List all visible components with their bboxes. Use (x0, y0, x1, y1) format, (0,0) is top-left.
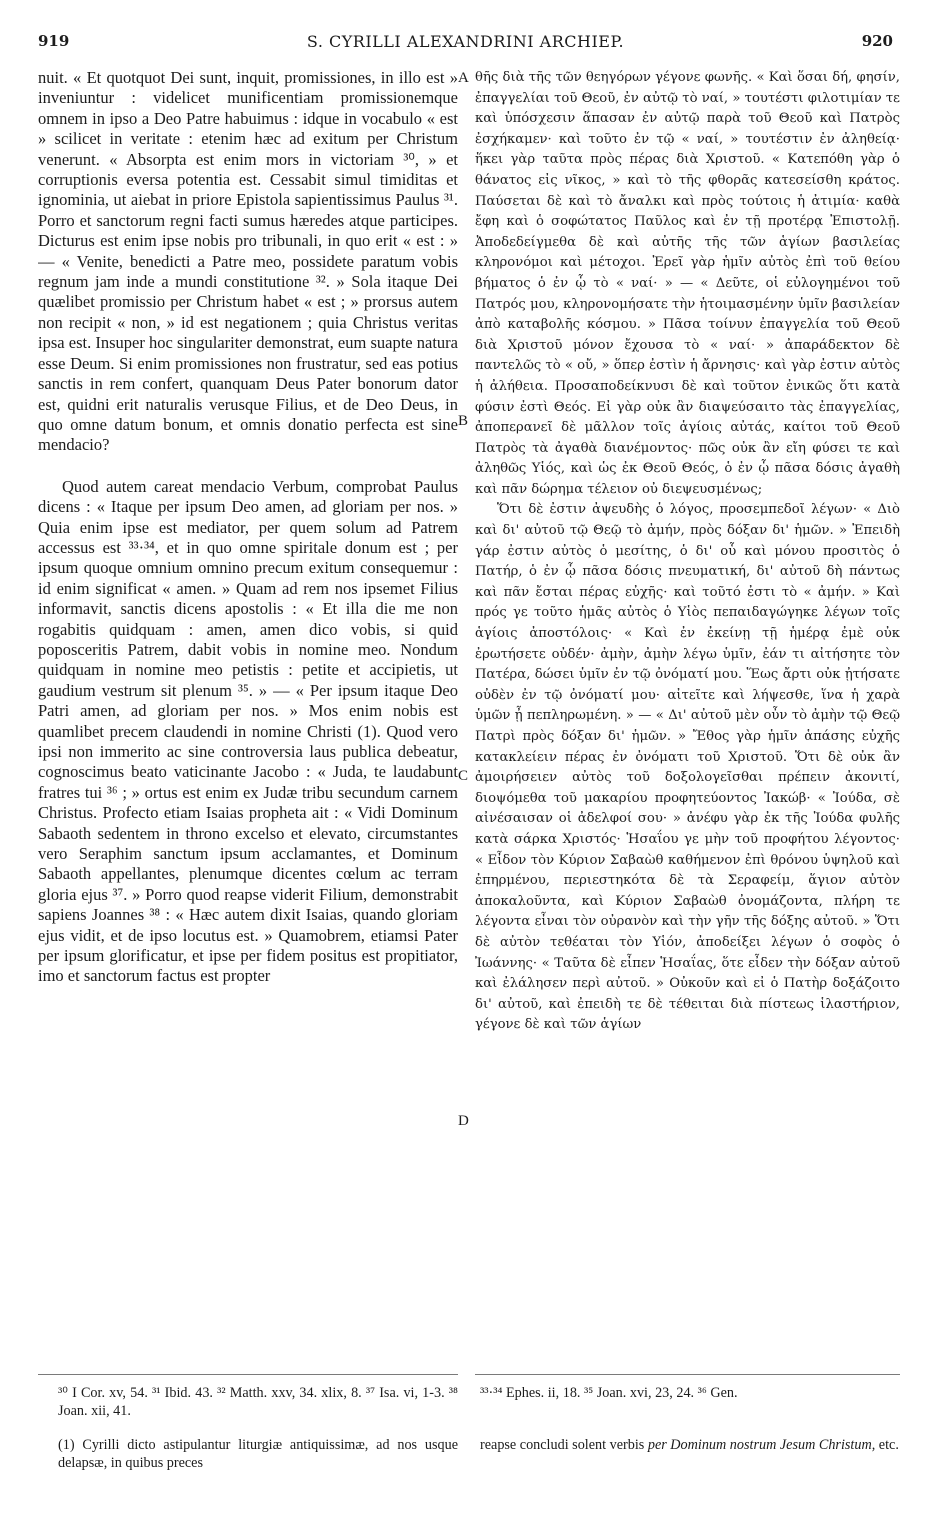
running-title: S. CYRILLI ALEXANDRINI ARCHIEP. (306, 32, 625, 51)
margin-marker-b: B (458, 413, 469, 429)
greek-column (475, 68, 900, 1368)
footnote-rule-right (475, 1374, 900, 1375)
footnote-rule-left (38, 1374, 458, 1375)
margin-marker-d: D (458, 1113, 469, 1129)
latin-paragraph-1: nuit. « Et quotquot Dei sunt, inquit, promissiones, in illo est » inveniuntur : videlicet munificentiam promissionemque omnem in ipso a Deo Patre habuimus : idque in vocabulo « est » scilicet in veritate : etenim hæc ad exitum per Christum venerunt. « Absorpta est enim mors in victoriam ³⁰, » et corruptionis eversa potentia est. Cessabit simul timiditas et ignominia, ut aiebat in priore Epistola sapientissimus Paulus ³¹. Porro et sanctorum regni facti sumus hæredes atque participes. Dicturus est enim ipse nobis pro tribunali, in quo erit « est : » — « Venite, benedicti a Patre meo, possidete paratum vobis regnum jam inde a mundi constitutione ³². » Sola itaque Dei quælibet promissio per Christum habet « est ; » prorsus autem non recipit « non, » id est negationem ; quia Christus veritas ipsa est. Insuper hoc singulariter demonstrat, eum suapte natura esse Deum. Si enim promissiones non frustratur, sed eas potius sanctis in rem confert, quanquam Deus Pater bonorum dator est, quidni erit naturalis verusque Filius, et de Deo Deus, in quo omne datum bonum, et omnis donatio perfecta est sine mendacio? (38, 68, 458, 455)
footnote-note-right-italic: per Dominum nostrum Jesum Christum, (647, 1437, 876, 1453)
greek-paragraph-2: Ὅτι δὲ ἐστιν ἀψευδὴς ὁ λόγος, προσεμπεδοῖ λέγων· « Διὸ καὶ δι' αὐτοῦ τῷ Θεῷ τὸ ἀμήν, πρὸς δόξαν δι' ἡμῶν. » Ἐπειδὴ γάρ ἐστιν αὐτὸς ὁ μεσίτης, ὁ δι' οὗ καὶ μόνου προσιτὸς ὁ Πατήρ, ὁ ἐν ᾧ πᾶσα δόσις πνευματική, δι' αὐτοῦ δὴ πάντως καὶ πᾶν ἔσται πέρας εὐχῆς· καὶ τοῦτό ἐστι τὸ « ἀμήν. » Καὶ πρός γε τοῦτο ἡμᾶς αὐτὸς ὁ Υἱὸς πεπαιδαγώγηκε λέγων τοῖς ἁγίοις ἀποστόλοις· « Καὶ ἐν ἐκείνῃ τῇ ἡμέρᾳ ἐμὲ οὐκ ἐρωτήσετε οὐδέν· ἀμὴν, ἀμὴν λέγω ὑμῖν, ἐάν τι αἰτήσητε τὸν Πατέρα, δώσει ὑμῖν ἐν τῷ ὀνόματί μου. Ἕως ἄρτι οὐκ ᾐτήσατε οὐδὲν ἐν τῷ ὀνόματί μου· αἰτεῖτε καὶ λήψεσθε, ἵνα ἡ χαρὰ ὑμῶν ᾖ πεπληρωμένη. » — « Δι' αὐτοῦ μὲν οὖν τὸ ἀμὴν τῷ Θεῷ Πατρὶ πρὸς δόξαν δι' ἡμῶν. » Ἔθος γὰρ ἡμῖν ἁπάσης εὐχῆς κατακλείειν πέρας ἐν ὀνόματι τοῦ Χριστοῦ. Ὅτι δὲ οὐκ ἂν ἀμοιρήσειεν αὐτὸς τοῦ δοξολογεῖσθαι πρέπειν ἀκονιτί, διοψόμεθα τοῦ μακαρίου προφητεύοντος Ἰακώβ· « Ἰούδα, σὲ αἰνέσαισαν οἱ ἀδελφοί σου· » ἀνέφυ γὰρ ἐκ τῆς Ἰούδα φυλῆς κατὰ σάρκα Χριστός· Ἡσαΐου γε μὴν τοῦ προφήτου λέγοντος· « Εἶδον τὸν Κύριον Σαβαὼθ καθήμενον ἐπὶ θρόνου ὑψηλοῦ καὶ ἐπηρμένου, περιεστηκότα δὲ τὰ Σεραφείμ, ἅγιον αὐτὸν ἀποκαλοῦντα, καὶ Κύριον Σαβαὼθ ὀνομάζοντα, πλήρη τε λέγοντα εἶναι τὸν οὐρανὸν καὶ τὴν γῆν τῆς δόξης αὐτοῦ. » Ὅτι δὲ αὐτὸν τεθέαται τὸν Υἱόν, ἀποδείξει λέγων ὁ σοφὸς ὁ Ἰωάννης· « Ταῦτα δὲ εἶπεν Ἡσαΐας, ὅτε εἶδεν τὴν δόξαν αὐτοῦ καὶ ἐλάλησεν περὶ αὐτοῦ. » Οὐκοῦν καὶ εἰ ὁ Πατὴρ δοξάζοιτο δι' αὐτοῦ, καὶ ἐπειδὴ τε δὲ τέθειται διὰ πίστεως ἱλαστήριον, γέγονε δὲ καὶ τῶν ἁγίων (475, 502, 900, 1033)
footnote-refs-left: ³⁰ I Cor. xv, 54. ³¹ Ibid. 43. ³² Matth. xxv, 34. xlix, 8. ³⁷ Isa. vi, 1-3. ³⁸ Joan. xii, 41. (58, 1385, 458, 1419)
latin-paragraph-2: Quod autem careat mendacio Verbum, comprobat Paulus dicens : « Itaque per ipsum Deo amen, ad gloriam per nos. » Quia enim ipse est mediator, per quem solum ad Patrem accessus est ³³·³⁴, et in quo omne spiritale donum est ; per ipsum quoque omnium omnino precum exitum consequemur : id enim significat « amen. » Quam ad rem nos ipsemet Filius informavit, sanctis dicens apostolis : « Et illa die me non rogabitis quidquam : amen, amen dico vobis, si quid poposceritis Patrem, dabit vobis in nomine meo. Nondum quidquam in nomine meo petistis : petite et accipietis, ut gaudium vestrum sit plenum ³⁵. » — « Per ipsum itaque Deo Patri amen, ad gloriam per nos. » Mos enim nobis est quamlibet precem claudendi in nomine Christi (1). Quod vero ipsi non immerito ac sine controversia laus publica debeatur, cognoscimus beato vaticinante Jacobo : « Juda, te laudabunt fratres tui ³⁶ ; » ortus est enim ex Judæ tribu secundum carnem Christus. Profecto etiam Isaias propheta ait : « Vidi Dominum Sabaoth sedentem in throno excelso et elevato, circumstantes vero Seraphim sanctum ipsum acclamantes, et Dominum Sabaoth appellantes, plenumque dicentes cœlum ac terram gloria ejus ³⁷. » Porro quod reapse viderit Filium, demonstrabit sapiens Joannes ³⁸ : « Hæc autem dixit Isaias, quando gloriam ejus vidit, et de ipso locutus est. » Quamobrem, etiamsi Pater per ipsum glorificatur, et ipse per fidem positus est propitiator, imo et sanctorum factus est propter (38, 476, 458, 986)
latin-column (38, 68, 458, 1358)
page-number-right: 920 (861, 32, 893, 50)
footnote-refs-right: ³³·³⁴ Ephes. ii, 18. ³⁵ Joan. xvi, 23, 24. ³⁶ Gen. (480, 1385, 738, 1401)
greek-paragraph-1: θῆς διὰ τῆς τῶν θεηγόρων γέγονε φωνῆς. « Καὶ ὅσαι δή, φησίν, ἐπαγγελίαι τοῦ Θεοῦ, ἐν αὐτῷ τὸ ναί, » τουτέστι φιλοτιμίαν τε καὶ ὑπόσχεσιν ἅπασαν ἐν αὐτῷ παρὰ τοῦ Θεοῦ καὶ Πατρὸς ἐσχήκαμεν· καὶ τοῦτο ἐν τῷ « ναί, » τουτέστιν ἐν ἀληθείᾳ· ἥκει γὰρ ταῦτα πρὸς πέρας διὰ Χριστοῦ. « Κατεπόθη γὰρ ὁ θάνατος εἰς νῖκος, » καὶ τὸ τῆς φθορᾶς κατεσείσθη κράτος. Παύσεται δὲ καὶ τὸ ἄναλκι καὶ πρὸς τούτοις ἡ ἀτιμία· καθὰ ἔφη καὶ ὁ σοφώτατος Παῦλος καὶ ἐν τῇ προτέρᾳ Ἐπιστολῇ. Ἀποδεδείγμεθα δὲ καὶ αὐτῆς τῆς τῶν ἁγίων βασιλείας κληρονόμοι καὶ μέτοχοι. Ἐρεῖ γὰρ ἡμῖν αὐτὸς ἐπὶ τοῦ θείου βήματος ὁ ἐν ᾧ τὸ « ναί· » — « Δεῦτε, οἱ εὐλογημένοι τοῦ Πατρός μου, κληρονομήσατε τὴν ἡτοιμασμένην ὑμῖν βασιλείαν ἀπὸ καταβολῆς κόσμου. » Πᾶσα τοίνυν ἐπαγγελία τοῦ Θεοῦ διὰ Χριστοῦ μόνον ἔχουσα τὸ « ναί· » ἀπαράδεκτον δὲ παντελῶς τὸ « οὔ, » ὅπερ ἐστὶν ἡ ἄρνησις· καὶ γὰρ ἐστιν αὐτὸς ἡ ἀλήθεια. Προσαποδείκνυσι δὲ καὶ τοῦτον ἐνικῶς ὅτι κατὰ φύσιν ἐστὶ Θεός. Εἰ γὰρ οὐκ ἂν διαψεύσαιτο τὰς ἐπαγγελίας, ἀποπερανεῖ δὲ μᾶλλον τοῖς ἁγίοις αὐτάς, καίτοι τοῦ Θεοῦ Πατρὸς τὰ ἀγαθὰ διανέμοντος· πῶς οὐκ ἂν εἴη φύσει τε καὶ ἀληθῶς Υἱός, καὶ ὡς ἐκ Θεοῦ Θεός, ὁ ἐν ᾧ πᾶσα δόσις ἀγαθὴ καὶ πᾶν δώρημα τέλειον οὐ διεψευσμένως; (475, 70, 900, 497)
footnote-note-right-end: etc. (878, 1437, 899, 1453)
footnote-note-right-text: reapse concludi solent verbis (480, 1437, 645, 1453)
margin-marker-a: A (458, 70, 469, 86)
page-header (38, 30, 893, 60)
footnote-note-left: (1) Cyrilli dicto astipulantur liturgiæ antiquissimæ, ad nos usque delapsæ, in quibus preces (58, 1437, 458, 1471)
page-number-left: 919 (38, 32, 70, 50)
footnote-note-right (480, 1436, 900, 1454)
margin-marker-c: C (458, 768, 469, 784)
